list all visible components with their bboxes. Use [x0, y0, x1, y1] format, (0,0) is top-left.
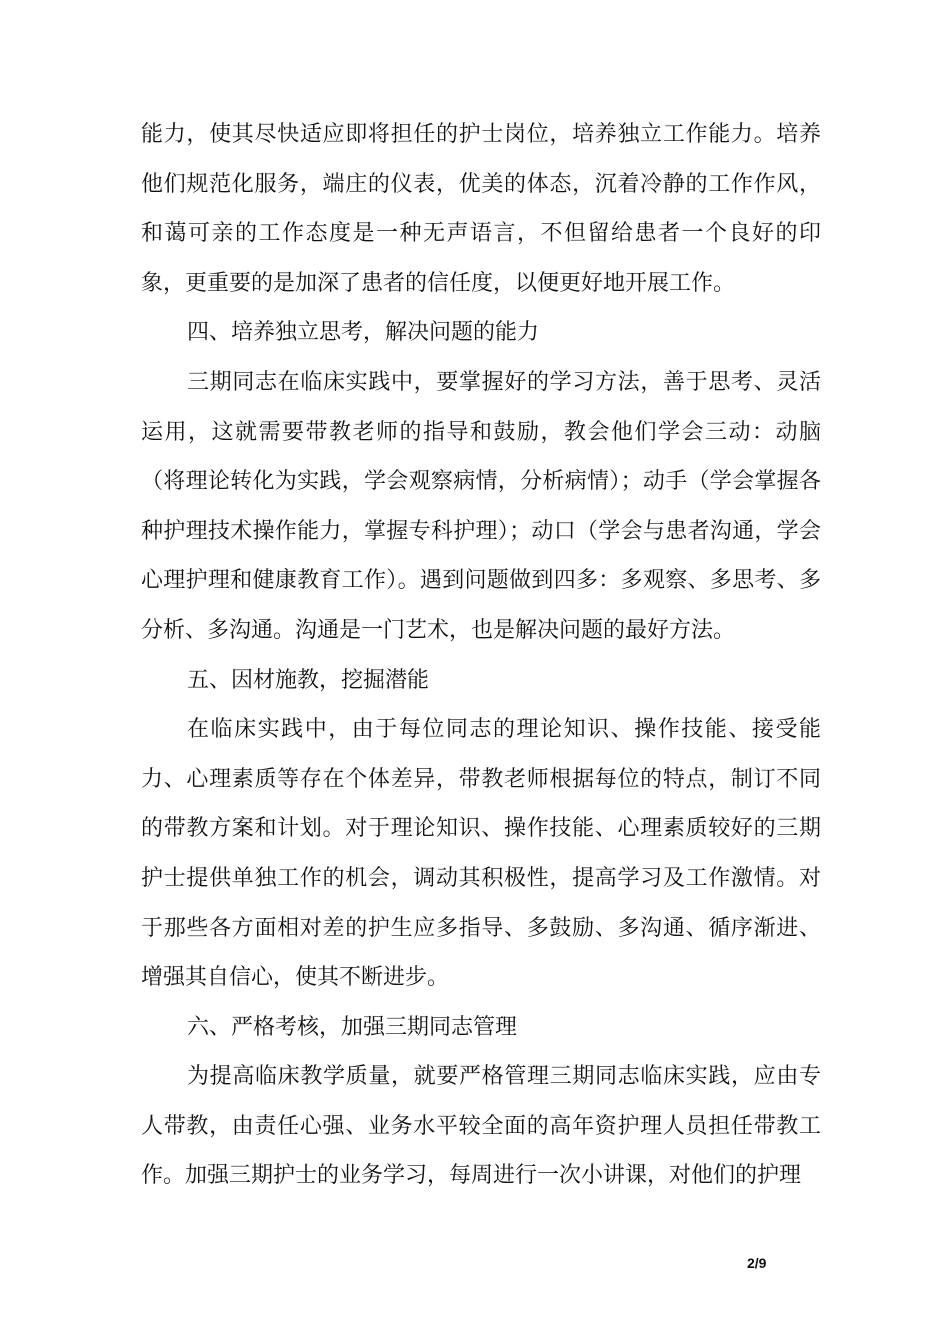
document-body — [141, 110, 821, 1201]
paragraph-intro: 能力，使其尽快适应即将担任的护士岗位，培养独立工作能力。培养他们规范化服务，端庄的仪表，优美的体态，沉着冷静的工作作风，和蔼可亲的工作态度是一种无声语言，不但留给患者一个良好的印象，更重要的是加深了患者的信任度，以便更好地开展工作。 — [141, 122, 821, 296]
section-heading-4: 四、培养独立思考，解决问题的能力 — [187, 320, 540, 346]
section-heading-5: 五、因材施教，挖掘潜能 — [187, 667, 430, 693]
paragraph-section-6: 为提高临床教学质量，就要严格管理三期同志临床实践，应由专人带教，由责任心强、业务水平较全面的高年资护理人员担任带教工作。加强三期护士的业务学习，每周进行一次小讲课，对他们的护理 — [141, 1064, 821, 1189]
page-number: 2/9 — [747, 1255, 767, 1271]
paragraph-section-5: 在临床实践中，由于每位同志的理论知识、操作技能、接受能力、心理素质等存在个体差异，带教老师根据每位的特点，制订不同的带教方案和计划。对于理论知识、操作技能、心理素质较好的三期护士提供单独工作的机会，调动其积极性，提高学习及工作激情。对于那些各方面相对差的护生应多指导、多鼓励、多沟通、循序渐进、增强其自信心，使其不断进步。 — [141, 717, 821, 991]
section-heading-6: 六、严格考核，加强三期同志管理 — [187, 1014, 518, 1040]
paragraph-section-4: 三期同志在临床实践中，要掌握好的学习方法，善于思考、灵活运用，这就需要带教老师的指导和鼓励，教会他们学会三动：动脑（将理论转化为实践，学会观察病情，分析病情）；动手（学会掌握各种护理技术操作能力，掌握专科护理）；动口（学会与患者沟通，学会心理护理和健康教育工作）。遇到问题做到四多：多观察、多思考、多分析、多沟通。沟通是一门艺术，也是解决问题的最好方法。 — [141, 369, 821, 643]
